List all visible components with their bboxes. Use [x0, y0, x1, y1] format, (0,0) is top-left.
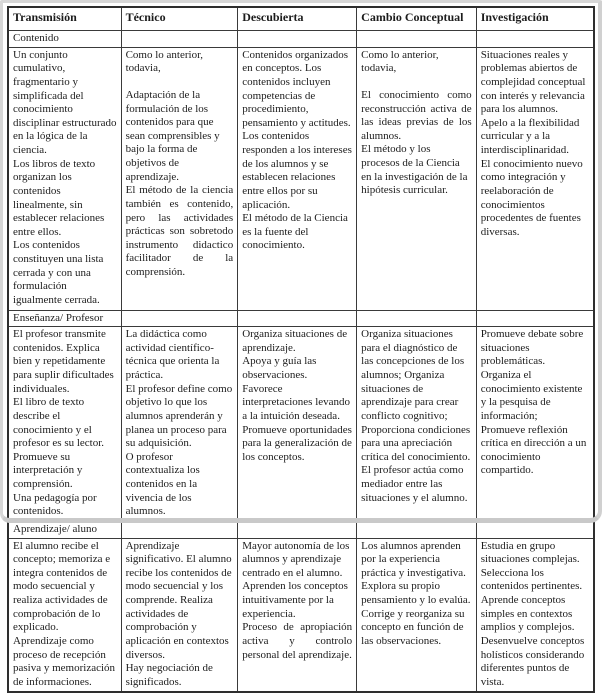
section-label-contenido: Contenido	[8, 31, 121, 48]
paragraph-spacer	[126, 76, 234, 89]
section-empty-cell	[238, 310, 357, 327]
cell-aprendizaje-aluno-col3	[238, 538, 357, 692]
cell-contenido-col1	[8, 47, 121, 310]
section-empty-cell	[238, 521, 357, 538]
content-row-aprendizaje-aluno	[8, 538, 594, 692]
cell-paragraph: Aprenden los conceptos intuitivamente por la experiencia.	[242, 580, 352, 621]
cell-paragraph: El método de la Ciencia es la fuente del conocimiento.	[242, 212, 352, 253]
cell-paragraph: El alumno recibe el concepto; memoriza e integra contenidos de modo secuencial y realiza actividades de comprobación de lo explicado.	[13, 540, 117, 635]
section-empty-cell	[238, 31, 357, 48]
cell-paragraph: Estudia en grupo situaciones complejas. Selecciona los contenidos pertinentes.	[481, 540, 589, 595]
pedagogy-models-table	[7, 6, 595, 693]
cell-paragraph: El método y los procesos de la Ciencia en la investigación de la hipótesis curricular.	[361, 143, 472, 198]
scanned-comparison-table	[7, 6, 595, 693]
cell-aprendizaje-aluno-col2	[121, 538, 238, 692]
cell-ensenanza-profesor-col3	[238, 327, 357, 522]
col-header-descubierta: Descubierta	[238, 7, 357, 31]
cell-aprendizaje-aluno-col4	[357, 538, 477, 692]
section-empty-cell	[121, 310, 238, 327]
section-row-aprendizaje-aluno	[8, 521, 594, 538]
col-header-investigacion: Investigación	[476, 7, 594, 31]
cell-paragraph: Una pedagogía por contenidos.	[13, 492, 117, 519]
cell-ensenanza-profesor-col1	[8, 327, 121, 522]
cell-ensenanza-profesor-col4	[357, 327, 477, 522]
cell-paragraph: Desenvuelve conceptos holísticos considerando diferentes puntos de vista.	[481, 635, 589, 690]
cell-paragraph: Promueve reflexión crítica en dirección a un conocimiento compartido.	[481, 424, 589, 479]
cell-paragraph: Promueve debate sobre situaciones problemáticas.	[481, 328, 589, 369]
section-empty-cell	[121, 31, 238, 48]
cell-paragraph: Como lo anterior, todavia,	[126, 49, 234, 76]
section-row-ensenanza-profesor	[8, 310, 594, 327]
cell-paragraph: Apelo a la flexibilidad curricular y a la interdisciplinaridad.	[481, 117, 589, 158]
cell-contenido-col4	[357, 47, 477, 310]
cell-paragraph: Como lo anterior, todavia,	[361, 49, 472, 76]
cell-paragraph: Favorece interpretaciones levando a la intuición deseada.	[242, 383, 352, 424]
col-header-tecnico: Técnico	[121, 7, 238, 31]
cell-paragraph: Organiza situaciones para el diagnóstico de las concepciones de los alumnos; Organiza situaciones de aprendizaje para crear conflicto cognitivo; Proporciona condiciones para una apreciación crítica del conocimiento.	[361, 328, 472, 464]
section-label-ensenanza-profesor: Enseñanza/ Profesor	[8, 310, 121, 327]
cell-ensenanza-profesor-col5	[476, 327, 594, 522]
cell-paragraph: El conocimiento como reconstrucción activa de las ideas previas de los alumnos.	[361, 89, 472, 144]
cell-paragraph: Aprendizaje significativo. El alumno recibe los contenidos de modo secuencial y los comprende. Realiza actividades de comprobación y aplicación en contextos diversos.	[126, 540, 234, 663]
content-row-contenido	[8, 47, 594, 310]
cell-paragraph: Adaptación de la formulación de los contenidos para que sean comprensibles y bajo la forma de objetivos de aprendizaje.	[126, 89, 234, 184]
cell-paragraph: Organiza el conocimiento existente y la pesquisa de información;	[481, 369, 589, 424]
cell-paragraph: O profesor contextualiza los contenidos en la vivencia de los alumnos.	[126, 451, 234, 519]
cell-aprendizaje-aluno-col5	[476, 538, 594, 692]
section-empty-cell	[476, 31, 594, 48]
cell-paragraph: Apoya y guía las observaciones.	[242, 355, 352, 382]
section-empty-cell	[121, 521, 238, 538]
cell-paragraph: El método de la ciencia también es contenido, pero las actividades prácticas son sobretodo instrumento didactico facilitador de la comprensión.	[126, 184, 234, 279]
cell-paragraph: La didáctica como actividad científico-técnica que orienta la práctica.	[126, 328, 234, 383]
cell-paragraph: Proceso de apropiación activa y controlo personal del aprendizaje.	[242, 621, 352, 662]
cell-paragraph: Mayor autonomía de los alumnos y aprendizaje centrado en el alumno.	[242, 540, 352, 581]
cell-paragraph: El profesor actúa como mediador entre las situaciones y el alumno.	[361, 464, 472, 505]
cell-contenido-col5	[476, 47, 594, 310]
cell-ensenanza-profesor-col2	[121, 327, 238, 522]
cell-paragraph: El conocimiento nuevo como integración y reelaboración de conocimientos procedentes de fuentes diversas.	[481, 158, 589, 240]
cell-paragraph: Explora su propio pensamiento y lo evalúa. Corrige y reorganiza su concepto en función de las observaciones.	[361, 580, 472, 648]
cell-paragraph: El profesor transmite contenidos. Explica bien y repetidamente para suplir dificultades individuales.	[13, 328, 117, 396]
section-label-aprendizaje-aluno: Aprendizaje/ aluno	[8, 521, 121, 538]
cell-paragraph: El libro de texto describe el conocimiento y el profesor es su lector. Promueve su interpretación y comprensión.	[13, 396, 117, 491]
cell-paragraph: El profesor define como objetivo lo que los alumnos aprenderán y planea un proceso para su adquisición.	[126, 383, 234, 451]
cell-contenido-col3	[238, 47, 357, 310]
section-empty-cell	[357, 310, 477, 327]
section-empty-cell	[357, 31, 477, 48]
cell-paragraph: Organiza situaciones de aprendizaje.	[242, 328, 352, 355]
cell-aprendizaje-aluno-col1	[8, 538, 121, 692]
cell-paragraph: Los libros de texto organizan los contenidos linealmente, sin establecer relaciones entre ellos.	[13, 158, 117, 240]
cell-paragraph: Situaciones reales y problemas abiertos de complejidad conceptual con interés y relevancia para los alumnos.	[481, 49, 589, 117]
section-empty-cell	[357, 521, 477, 538]
cell-paragraph: Aprendizaje como proceso de recepción pasiva y memorización de informaciones.	[13, 635, 117, 690]
section-row-contenido	[8, 31, 594, 48]
cell-paragraph: Contenidos organizados en conceptos. Los contenidos incluyen competencias de procedimiento, pensamiento y actitudes.	[242, 49, 352, 131]
cell-paragraph: Los contenidos constituyen una lista cerrada y con una formulación igualmente cerrada.	[13, 239, 117, 307]
cell-paragraph: Hay negociación de significados.	[126, 662, 234, 689]
cell-paragraph: Los alumnos aprenden por la experiencia práctica y investigativa.	[361, 540, 472, 581]
col-header-transmision: Transmisión	[8, 7, 121, 31]
section-empty-cell	[476, 521, 594, 538]
cell-paragraph: Los contenidos responden a los intereses de los alumnos y se establecen relaciones entre ellos por su aplicación.	[242, 130, 352, 212]
comparison-table-body	[8, 31, 594, 693]
cell-paragraph: Promueve oportunidades para la generalización de los conceptos.	[242, 424, 352, 465]
cell-contenido-col2	[121, 47, 238, 310]
content-row-ensenanza-profesor	[8, 327, 594, 522]
cell-paragraph: Aprende conceptos simples en contextos amplios y complejos.	[481, 594, 589, 635]
section-empty-cell	[476, 310, 594, 327]
col-header-cambio-conceptual: Cambio Conceptual	[357, 7, 477, 31]
header-row	[8, 7, 594, 31]
cell-paragraph: Un conjunto cumulativo, fragmentario y simplificada del conocimiento disciplinar estructurado en la lógica de la ciencia.	[13, 49, 117, 158]
paragraph-spacer	[361, 76, 472, 89]
